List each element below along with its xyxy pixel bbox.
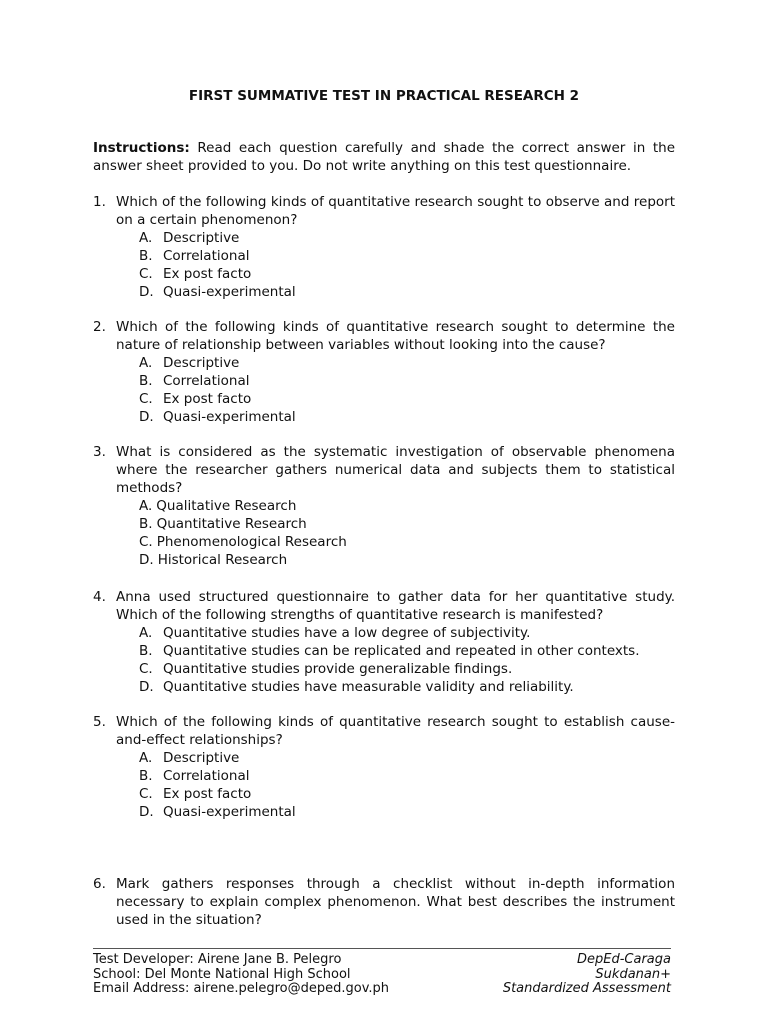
- option-text: Quantitative Research: [156, 516, 307, 532]
- option-letter: B.: [139, 248, 153, 264]
- question-text: Which of the following kinds of quantitative research sought to observe and report on a certain phenomenon?: [116, 194, 675, 228]
- option-letter: C.: [139, 266, 153, 282]
- option-letter: D.: [139, 284, 154, 300]
- option-text: Ex post facto: [163, 266, 252, 282]
- footer-org-line1: DepEd-Caraga: [577, 952, 671, 967]
- option-text: Qualitative Research: [156, 498, 297, 514]
- option-text: Quantitative studies provide generalizable findings.: [163, 661, 513, 677]
- options-list: [93, 624, 675, 696]
- option-letter: D.: [139, 552, 154, 568]
- option-a: [139, 497, 675, 515]
- options-list: [93, 497, 675, 569]
- option-c: [139, 265, 675, 283]
- footer-right: [503, 953, 671, 997]
- option-text: Correlational: [163, 768, 250, 784]
- option-a: [139, 229, 675, 247]
- option-b: [139, 767, 675, 785]
- option-b: [139, 515, 675, 533]
- option-a: [139, 624, 675, 642]
- question-5: [93, 713, 675, 821]
- option-letter: C.: [139, 534, 153, 550]
- option-letter: B.: [139, 643, 153, 659]
- question-text: What is considered as the systematic investigation of observable phenomena where the researcher gathers numerical data and subjects them to statistical methods?: [116, 444, 675, 496]
- option-b: [139, 642, 675, 660]
- option-text: Quasi-experimental: [163, 409, 296, 425]
- question-text: Mark gathers responses through a checklist without in-depth information necessary to explain complex phenomenon. What best describes the instrument used in the situation?: [116, 876, 675, 928]
- option-text: Ex post facto: [163, 786, 252, 802]
- question-text: Which of the following kinds of quantitative research sought to determine the nature of relationship between variables without looking into the cause?: [116, 319, 675, 353]
- question-number: 4.: [93, 589, 106, 605]
- option-letter: A.: [139, 498, 153, 514]
- option-d: [139, 678, 675, 696]
- option-text: Descriptive: [163, 230, 240, 246]
- option-d: [139, 551, 675, 569]
- option-letter: D.: [139, 804, 154, 820]
- question-number: 5.: [93, 714, 106, 730]
- option-c: [139, 533, 675, 551]
- option-letter: C.: [139, 391, 153, 407]
- options-list: [93, 354, 675, 426]
- option-text: Quantitative studies can be replicated and repeated in other contexts.: [163, 643, 640, 659]
- footer-org-line3: Standardized Assessment: [502, 981, 671, 996]
- option-b: [139, 372, 675, 390]
- options-list: [93, 229, 675, 301]
- question-number: 3.: [93, 444, 106, 460]
- option-d: [139, 803, 675, 821]
- question-2: [93, 318, 675, 426]
- option-d: [139, 283, 675, 301]
- options-list: [93, 749, 675, 821]
- question-text: Anna used structured questionnaire to gather data for her quantitative study. Which of the following strengths of quantitative research is manifested?: [116, 589, 675, 623]
- question-number: 6.: [93, 876, 106, 892]
- option-c: [139, 660, 675, 678]
- option-text: Correlational: [163, 248, 250, 264]
- question-text: Which of the following kinds of quantitative research sought to establish cause-and-effect relationships?: [116, 714, 675, 748]
- option-letter: A.: [139, 750, 153, 766]
- option-letter: A.: [139, 230, 153, 246]
- footer-left: [93, 953, 389, 997]
- option-c: [139, 390, 675, 408]
- option-letter: B.: [139, 373, 153, 389]
- option-text: Descriptive: [163, 750, 240, 766]
- option-text: Quantitative studies have measurable validity and reliability.: [163, 679, 574, 695]
- option-letter: D.: [139, 679, 154, 695]
- footer-developer: Test Developer: Airene Jane B. Pelegro: [93, 952, 342, 967]
- footer-school: School: Del Monte National High School: [93, 966, 351, 982]
- option-text: Quantitative studies have a low degree of subjectivity.: [163, 625, 531, 641]
- footer-email: Email Address: airene.pelegro@deped.gov.ph: [93, 981, 390, 996]
- option-letter: A.: [139, 355, 153, 371]
- question-number: 2.: [93, 319, 106, 335]
- option-letter: D.: [139, 409, 154, 425]
- instructions-label: Instructions:: [93, 140, 190, 156]
- instructions-text: Read each question carefully and shade the correct answer in the answer sheet provided to you. Do not write anything on this test questionnaire.: [93, 140, 675, 174]
- option-text: Ex post facto: [163, 391, 252, 407]
- question-4: [93, 588, 675, 696]
- question-number: 1.: [93, 194, 106, 210]
- footer-divider: [93, 948, 671, 949]
- option-a: [139, 749, 675, 767]
- question-6: [93, 875, 675, 929]
- option-text: Historical Research: [157, 552, 288, 568]
- option-letter: B.: [139, 768, 153, 784]
- option-a: [139, 354, 675, 372]
- option-text: Correlational: [163, 373, 250, 389]
- question-1: [93, 193, 675, 301]
- instructions: [93, 139, 675, 175]
- option-c: [139, 785, 675, 803]
- option-letter: B.: [139, 516, 153, 532]
- option-text: Quasi-experimental: [163, 804, 296, 820]
- option-d: [139, 408, 675, 426]
- option-text: Descriptive: [163, 355, 240, 371]
- page-title: FIRST SUMMATIVE TEST IN PRACTICAL RESEARCH 2: [188, 88, 580, 104]
- option-letter: C.: [139, 661, 153, 677]
- option-letter: C.: [139, 786, 153, 802]
- option-b: [139, 247, 675, 265]
- question-3: [93, 443, 675, 569]
- option-text: Quasi-experimental: [163, 284, 296, 300]
- option-text: Phenomenological Research: [156, 534, 347, 550]
- option-letter: A.: [139, 625, 153, 641]
- footer-org-line2: Sukdanan+: [595, 966, 671, 982]
